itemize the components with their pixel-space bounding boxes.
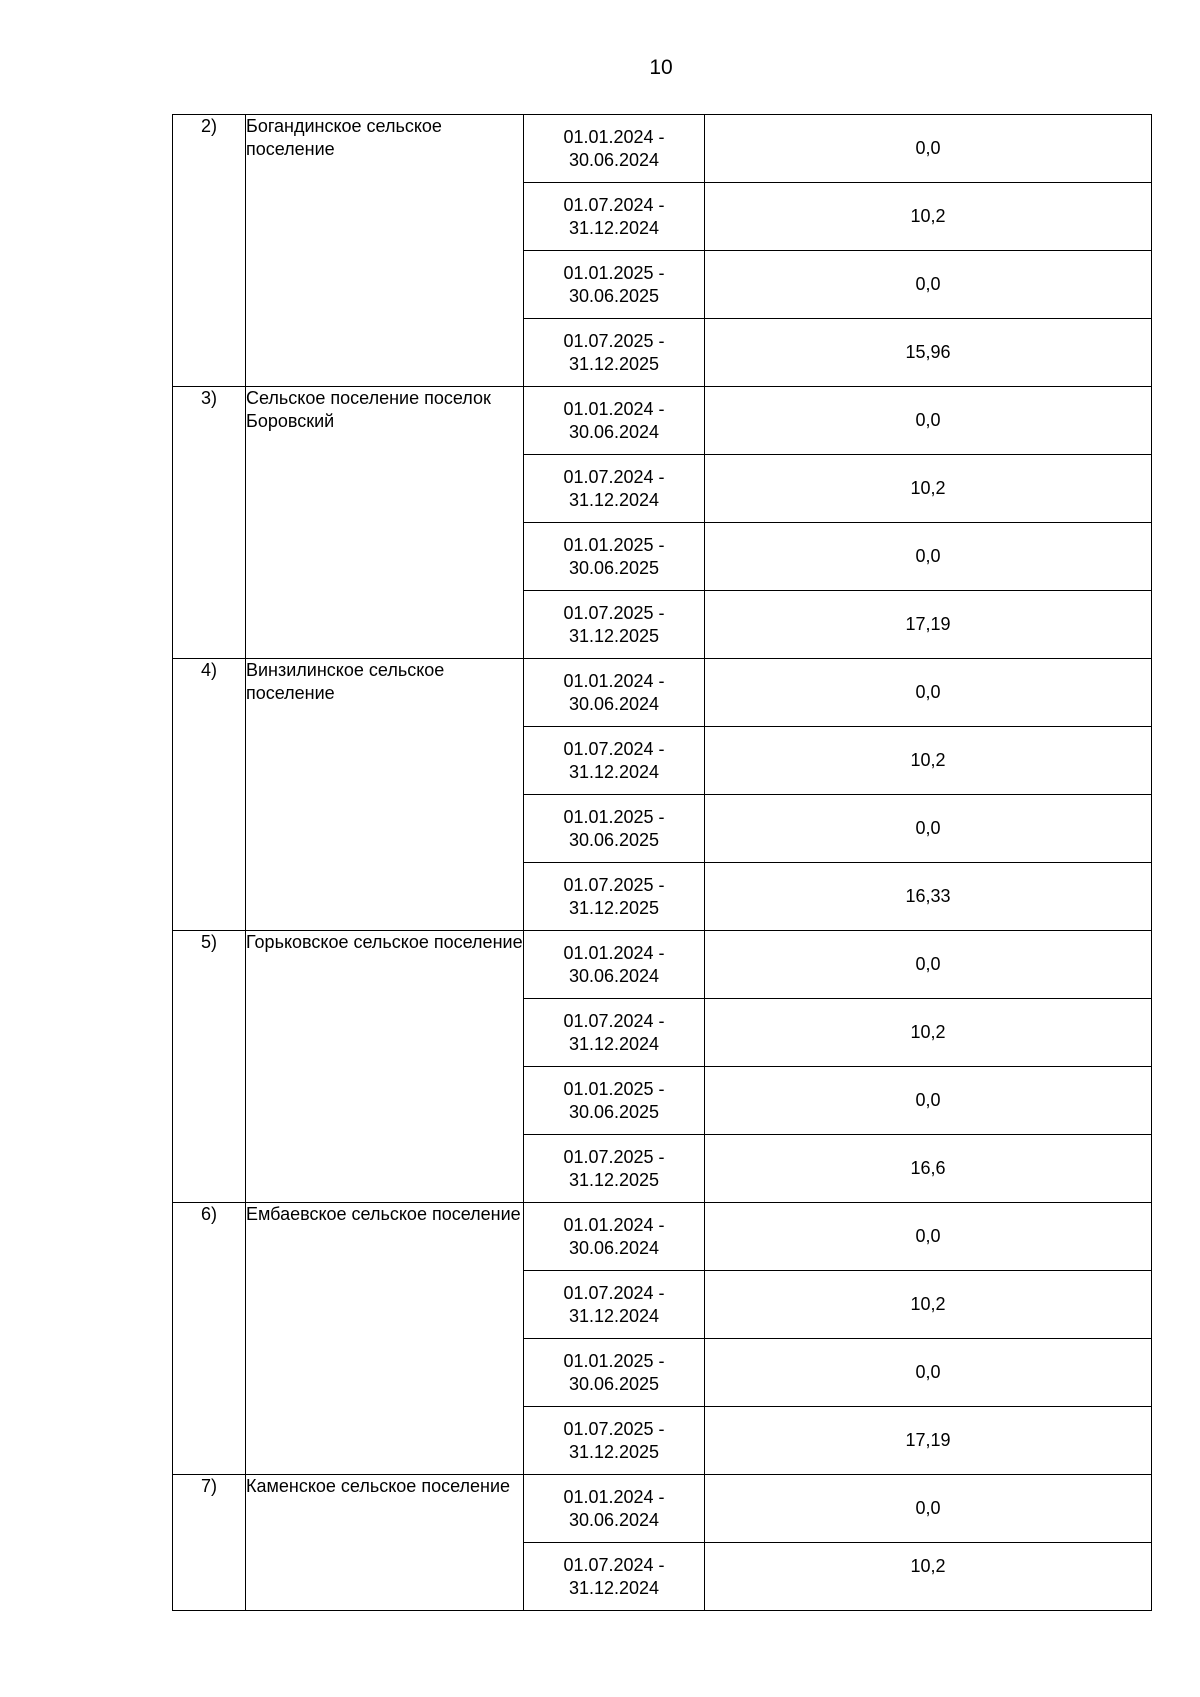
period-end: 30.06.2024	[568, 693, 660, 714]
period-end: 31.12.2024	[568, 1033, 660, 1054]
period-cell	[524, 591, 705, 659]
value-cell: 17,19	[705, 1407, 1152, 1475]
settlement-name-cell: Винзилинское сельское поселение	[246, 659, 524, 931]
period-end: 31.12.2024	[568, 761, 660, 782]
period-start: 01.07.2025 -	[563, 1146, 665, 1167]
table-row	[173, 115, 1152, 183]
period-end: 30.06.2024	[568, 421, 660, 442]
tariff-table-body	[173, 115, 1152, 1611]
period-cell	[524, 1135, 705, 1203]
period-end: 31.12.2025	[568, 353, 660, 374]
row-number-cell: 6)	[173, 1203, 246, 1475]
period-start: 01.07.2024 -	[563, 738, 665, 759]
period-end: 31.12.2025	[568, 625, 660, 646]
value-cell: 17,19	[705, 591, 1152, 659]
settlement-name-cell: Горьковское сельское поселение	[246, 931, 524, 1203]
value-cell: 10,2	[705, 1271, 1152, 1339]
row-number-cell: 7)	[173, 1475, 246, 1611]
settlement-name-cell: Сельское поселение поселок Боровский	[246, 387, 524, 659]
period-cell	[524, 1067, 705, 1135]
period-end: 31.12.2024	[568, 489, 660, 510]
period-start: 01.07.2025 -	[563, 602, 665, 623]
period-end: 31.12.2025	[568, 1169, 660, 1190]
tariff-table	[172, 114, 1152, 1611]
row-number-cell: 4)	[173, 659, 246, 931]
period-cell	[524, 999, 705, 1067]
period-cell	[524, 1339, 705, 1407]
period-cell	[524, 727, 705, 795]
value-cell: 0,0	[705, 1475, 1152, 1543]
period-cell	[524, 251, 705, 319]
period-end: 30.06.2024	[568, 149, 660, 170]
period-start: 01.01.2025 -	[563, 262, 665, 283]
value-cell: 10,2	[705, 999, 1152, 1067]
period-end: 31.12.2024	[568, 217, 660, 238]
value-cell: 16,6	[705, 1135, 1152, 1203]
period-end: 31.12.2025	[568, 1441, 660, 1462]
period-start: 01.01.2024 -	[563, 942, 665, 963]
value-cell: 10,2	[705, 455, 1152, 523]
period-start: 01.01.2024 -	[563, 670, 665, 691]
period-start: 01.01.2024 -	[563, 1214, 665, 1235]
period-end: 30.06.2025	[568, 1373, 660, 1394]
period-end: 31.12.2024	[568, 1577, 660, 1598]
period-end: 30.06.2024	[568, 965, 660, 986]
value-cell: 0,0	[705, 115, 1152, 183]
period-start: 01.01.2025 -	[563, 1350, 665, 1371]
period-cell	[524, 319, 705, 387]
period-start: 01.07.2024 -	[563, 194, 665, 215]
row-number-cell: 2)	[173, 115, 246, 387]
table-row	[173, 1203, 1152, 1271]
settlement-name-cell: Богандинское сельское поселение	[246, 115, 524, 387]
table-row	[173, 659, 1152, 727]
period-end: 30.06.2024	[568, 1509, 660, 1530]
value-cell: 0,0	[705, 1203, 1152, 1271]
value-cell: 0,0	[705, 659, 1152, 727]
settlement-name-cell: Каменское сельское поселение	[246, 1475, 524, 1611]
value-cell: 0,0	[705, 795, 1152, 863]
period-cell	[524, 387, 705, 455]
value-cell: 10,2	[705, 1543, 1152, 1611]
period-start: 01.01.2024 -	[563, 126, 665, 147]
period-start: 01.01.2025 -	[563, 1078, 665, 1099]
period-cell	[524, 1407, 705, 1475]
period-start: 01.07.2025 -	[563, 330, 665, 351]
period-cell	[524, 659, 705, 727]
value-cell: 15,96	[705, 319, 1152, 387]
period-start: 01.07.2025 -	[563, 874, 665, 895]
period-cell	[524, 523, 705, 591]
period-end: 30.06.2025	[568, 557, 660, 578]
table-row	[173, 1475, 1152, 1543]
period-end: 31.12.2025	[568, 897, 660, 918]
period-start: 01.01.2024 -	[563, 398, 665, 419]
settlement-name-cell: Ембаевское сельское поселение	[246, 1203, 524, 1475]
table-row	[173, 931, 1152, 999]
period-start: 01.01.2025 -	[563, 534, 665, 555]
period-start: 01.01.2024 -	[563, 1486, 665, 1507]
period-start: 01.01.2025 -	[563, 806, 665, 827]
period-cell	[524, 455, 705, 523]
period-cell	[524, 795, 705, 863]
value-cell: 16,33	[705, 863, 1152, 931]
value-cell: 0,0	[705, 1067, 1152, 1135]
period-cell	[524, 183, 705, 251]
period-start: 01.07.2025 -	[563, 1418, 665, 1439]
table-row	[173, 387, 1152, 455]
period-start: 01.07.2024 -	[563, 466, 665, 487]
value-cell: 0,0	[705, 387, 1152, 455]
row-number-cell: 3)	[173, 387, 246, 659]
period-end: 30.06.2025	[568, 285, 660, 306]
period-cell	[524, 1271, 705, 1339]
period-cell	[524, 931, 705, 999]
value-cell: 10,2	[705, 183, 1152, 251]
value-cell: 0,0	[705, 251, 1152, 319]
period-cell	[524, 1543, 705, 1611]
page-number: 10	[649, 56, 673, 79]
value-cell: 0,0	[705, 1339, 1152, 1407]
period-end: 30.06.2024	[568, 1237, 660, 1258]
period-cell	[524, 863, 705, 931]
period-start: 01.07.2024 -	[563, 1554, 665, 1575]
value-cell: 10,2	[705, 727, 1152, 795]
period-end: 30.06.2025	[568, 829, 660, 850]
period-start: 01.07.2024 -	[563, 1282, 665, 1303]
period-end: 30.06.2025	[568, 1101, 660, 1122]
period-end: 31.12.2024	[568, 1305, 660, 1326]
period-cell	[524, 1475, 705, 1543]
period-cell	[524, 1203, 705, 1271]
value-cell: 0,0	[705, 523, 1152, 591]
value-cell: 0,0	[705, 931, 1152, 999]
period-start: 01.07.2024 -	[563, 1010, 665, 1031]
row-number-cell: 5)	[173, 931, 246, 1203]
period-cell	[524, 115, 705, 183]
